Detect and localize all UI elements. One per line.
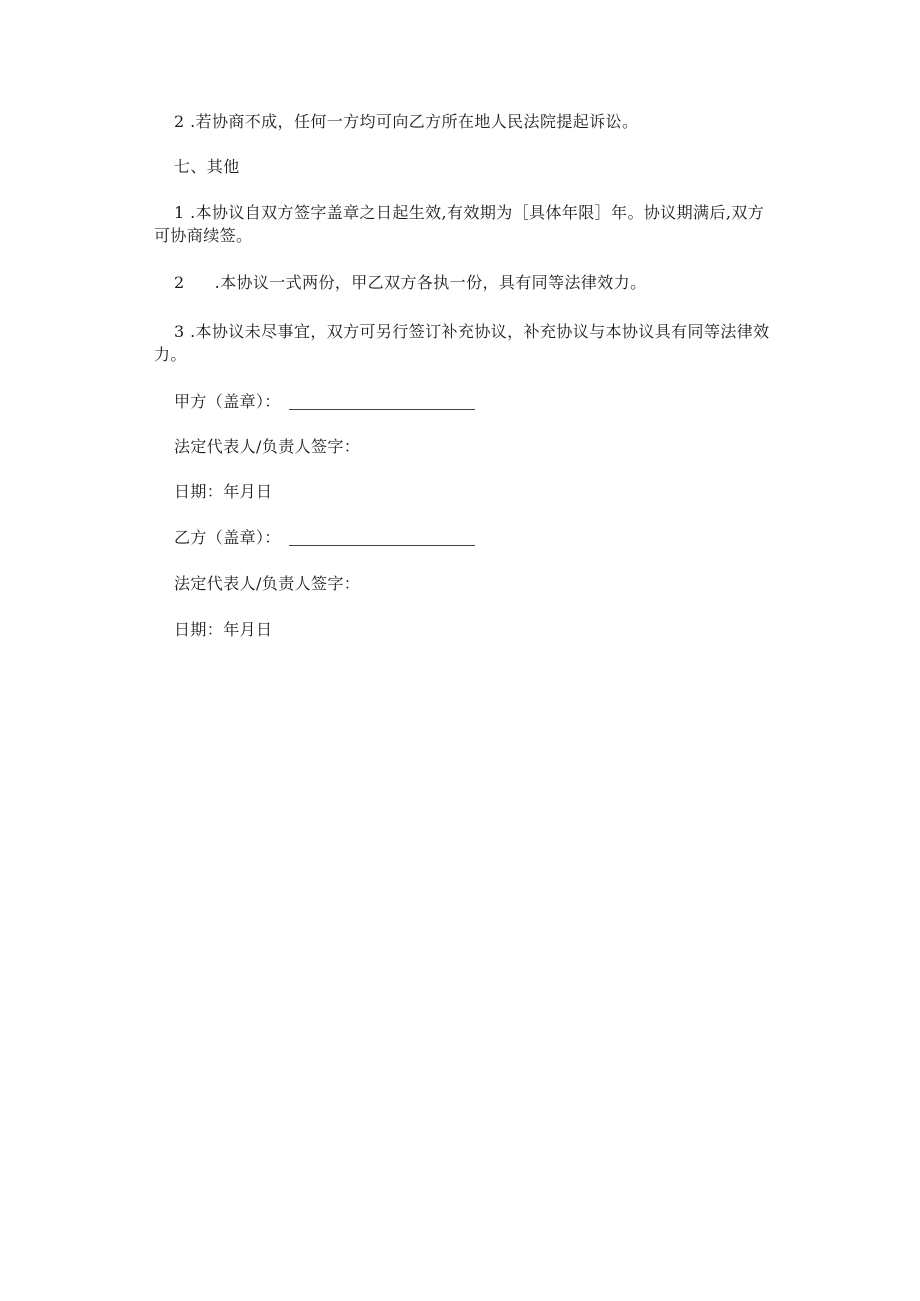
clause-paragraph: 1 .本协议自双方签字盖章之日起生效,有效期为［具体年限］年。协议期满后,双方可协商续签。 <box>154 203 765 245</box>
clause-text: .本协议一式两份，甲乙双方各执一份，具有同等法律效力。 <box>214 273 647 292</box>
clause-paragraph: 2 .若协商不成，任何一方均可向乙方所在地人民法院提起诉讼。 <box>174 112 639 131</box>
party-b-seal-row <box>174 527 475 549</box>
section-heading: 七、其他 <box>174 157 240 176</box>
party-a-seal-field[interactable] <box>289 408 475 410</box>
clause-paragraph <box>174 272 646 294</box>
party-a-label: 甲方（盖章）： <box>174 392 281 411</box>
party-b-label: 乙方（盖章）： <box>174 528 281 547</box>
clause-number: 2 <box>174 273 185 292</box>
party-a-date: 日期：年月日 <box>174 482 273 501</box>
party-a-representative: 法定代表人/负责人签字： <box>174 437 361 456</box>
party-b-seal-field[interactable] <box>289 544 475 546</box>
party-b-date: 日期：年月日 <box>174 620 273 639</box>
party-a-seal-row <box>174 391 475 413</box>
party-b-representative: 法定代表人/负责人签字： <box>174 574 361 593</box>
clause-paragraph: 3 .本协议未尽事宜，双方可另行签订补充协议，补充协议与本协议具有同等法律效力。 <box>154 322 770 364</box>
